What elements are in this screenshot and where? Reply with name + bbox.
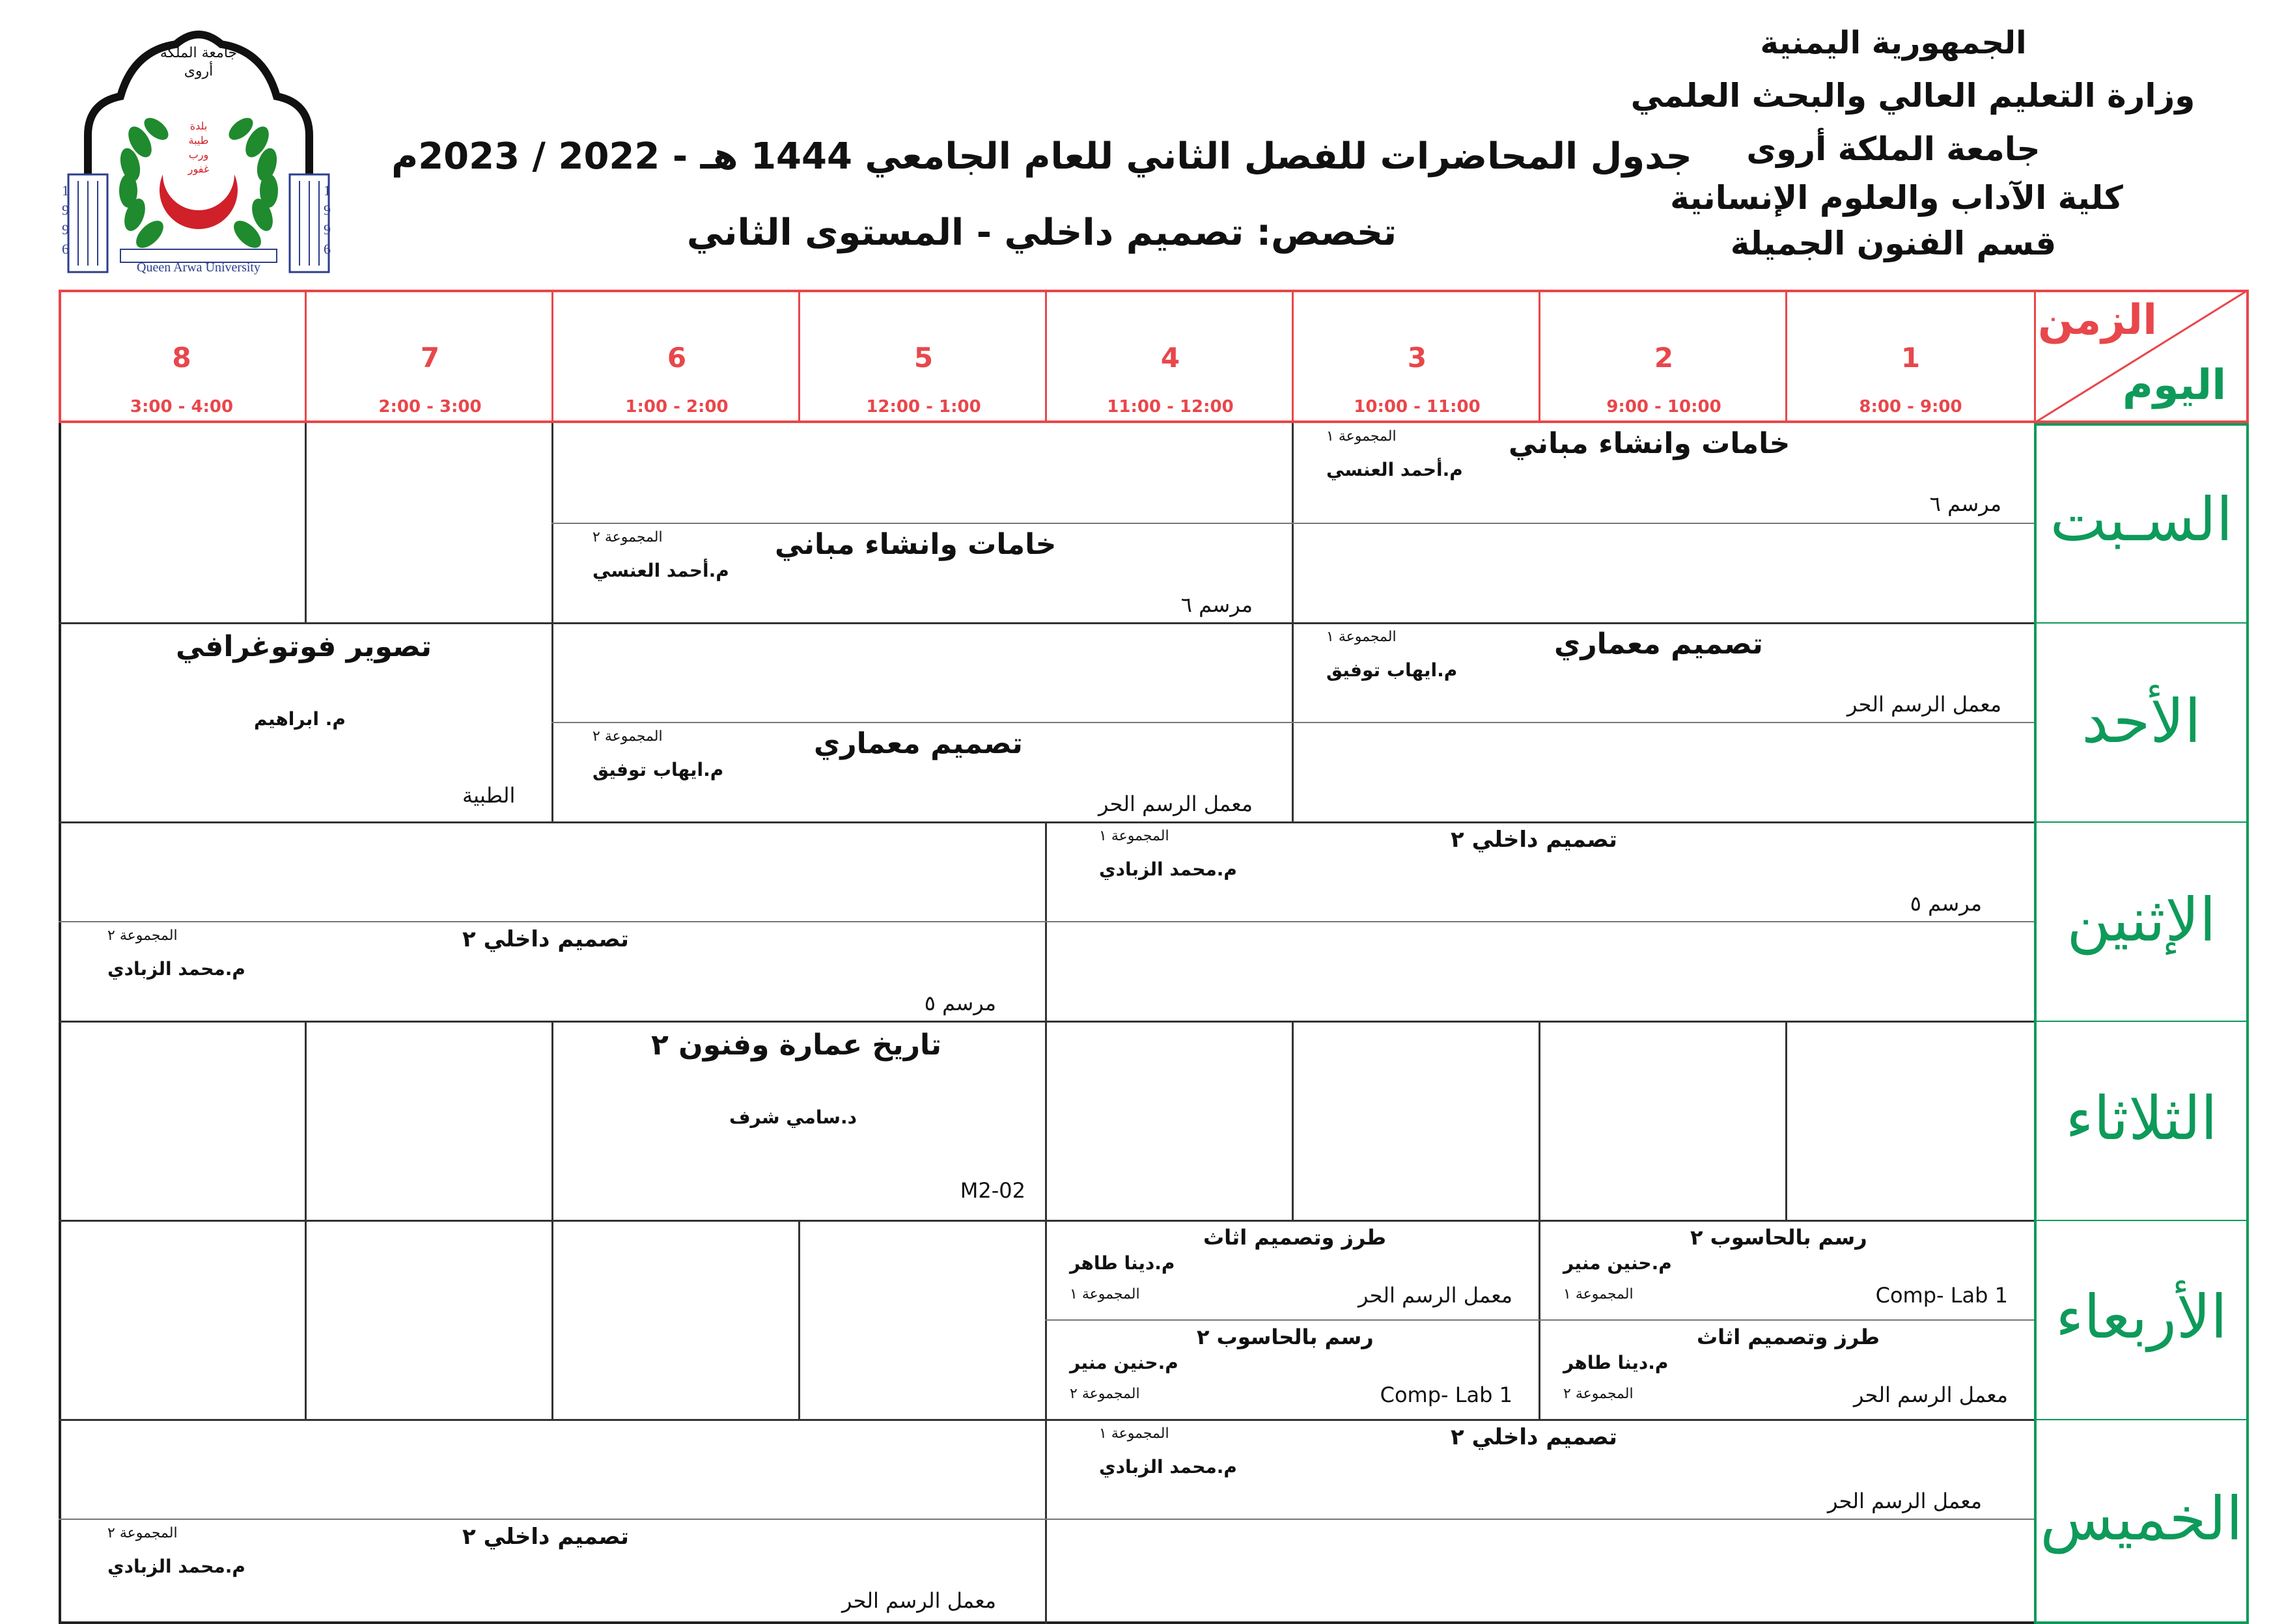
- period-number: 7: [420, 342, 440, 374]
- instructor-name: م.دينا طاهر: [1070, 1252, 1175, 1274]
- class-block: [59, 624, 551, 821]
- course-name: تاريخ عمارة وفنون ٢: [651, 1028, 942, 1062]
- instructor-name: م.أحمد العنسي: [1326, 459, 1463, 480]
- period-time: 8:00 - 9:00: [1859, 397, 1962, 417]
- period-number: 3: [1407, 342, 1427, 374]
- room-label: مرسم ٦: [1180, 592, 1253, 617]
- room-label: مرسم ٦: [1929, 491, 2001, 516]
- instructor-name: م.حنين منير: [1563, 1252, 1672, 1274]
- room-label: M2-02: [960, 1178, 1025, 1203]
- class-block: [1047, 1420, 2034, 1519]
- period-time: 2:00 - 3:00: [378, 397, 482, 417]
- instructor-name: م.محمد الزبادي: [1099, 1456, 1237, 1478]
- course-name: رسم بالحاسوب ٢: [1690, 1225, 1867, 1250]
- group-label: المجموعة ٢: [107, 928, 178, 944]
- day-wednesday: الأربعاء: [2055, 1282, 2227, 1352]
- room-label: معمل الرسم الحر: [1846, 692, 2001, 717]
- course-name: تصميم داخلي ٢: [462, 926, 629, 952]
- logo-english-name: Queen Arwa University: [137, 260, 260, 275]
- class-block: [1047, 1321, 1539, 1419]
- class-block: [1294, 423, 2034, 523]
- logo-arabic-name: جامعة الملكة أروى: [160, 45, 238, 79]
- course-name: طرز وتصميم اثاث: [1203, 1225, 1386, 1250]
- day-column-border: [2034, 423, 2249, 1624]
- class-block: [1540, 1321, 2034, 1419]
- period-2-header: [1540, 290, 1787, 423]
- logo-year-left: 1996: [62, 182, 69, 257]
- period-time: 12:00 - 1:00: [866, 397, 981, 417]
- period-number: 5: [913, 342, 934, 374]
- period-time: 11:00 - 12:00: [1107, 397, 1234, 417]
- class-block: [553, 723, 1292, 821]
- corner-time-label: الزمن: [2038, 296, 2157, 344]
- university-name: جامعة الملكة أروى: [1746, 130, 2040, 168]
- instructor-name: م.أحمد العنسي: [592, 560, 729, 581]
- day-thursday: الخميس: [2040, 1484, 2243, 1554]
- period-time: 1:00 - 2:00: [625, 397, 729, 417]
- room-label: Comp- Lab 1: [1875, 1283, 2008, 1308]
- period-time: 10:00 - 11:00: [1354, 397, 1481, 417]
- group-label: المجموعة ١: [1099, 828, 1169, 844]
- class-block: [59, 1520, 1045, 1623]
- period-number: 1: [1901, 342, 1921, 374]
- class-block: [553, 1022, 1045, 1220]
- course-name: خامات وانشاء مباني: [775, 528, 1057, 561]
- course-name: تصميم داخلي ٢: [1451, 1424, 1617, 1450]
- schedule-subtitle: تخصص: تصميم داخلي - المستوى الثاني: [686, 212, 1397, 254]
- class-block: [1047, 1221, 1539, 1319]
- day-monday: الإثنين: [2067, 885, 2216, 955]
- day-saturday: السـبت: [2050, 485, 2233, 555]
- class-block: [1047, 823, 2034, 921]
- period-number: 8: [172, 342, 191, 374]
- period-4-header: [1047, 290, 1294, 423]
- period-5-header: [800, 290, 1047, 423]
- schedule-title: جدول المحاضرات للفصل الثاني للعام الجامعي 1444 هـ - 2022 / 2023م: [391, 135, 1692, 178]
- instructor-name: م. ابراهيم: [254, 708, 346, 730]
- room-label: معمل الرسم الحر: [1827, 1489, 1982, 1513]
- course-name: رسم بالحاسوب ٢: [1197, 1325, 1374, 1349]
- room-label: الطبية: [462, 783, 516, 808]
- room-label: معمل الرسم الحر: [1098, 791, 1253, 816]
- course-name: تصميم معماري: [1554, 627, 1763, 661]
- room-label: معمل الرسم الحر: [1853, 1383, 2008, 1407]
- room-label: مرسم ٥: [1910, 891, 1982, 916]
- course-name: خامات وانشاء مباني: [1509, 427, 1790, 460]
- period-8-header: [59, 290, 305, 423]
- college-name: كلية الآداب والعلوم الإنسانية: [1670, 179, 2123, 217]
- instructor-name: م.حنين منير: [1070, 1352, 1178, 1373]
- room-label: معمل الرسم الحر: [841, 1588, 996, 1613]
- class-block: [553, 524, 1292, 622]
- course-name: تصميم داخلي ٢: [462, 1524, 629, 1550]
- country-name: الجمهورية اليمنية: [1760, 25, 2027, 61]
- period-6-header: [553, 290, 800, 423]
- course-name: تصميم داخلي ٢: [1451, 827, 1617, 853]
- room-label: Comp- Lab 1: [1380, 1383, 1512, 1407]
- ministry-name: وزارة التعليم العالي والبحث العلمي: [1630, 77, 2195, 115]
- course-name: تصميم معماري: [814, 727, 1023, 760]
- group-label: المجموعة ١: [1563, 1286, 1634, 1302]
- period-1-header: [1787, 290, 2034, 423]
- room-label: مرسم ٥: [924, 991, 996, 1015]
- logo-year-right: 1996: [324, 182, 331, 257]
- period-time: 3:00 - 4:00: [130, 397, 234, 417]
- department-name: قسم الفنون الجميلة: [1730, 225, 2057, 262]
- course-name: تصوير فوتوغرافي: [176, 630, 432, 663]
- period-3-header: [1294, 290, 1540, 423]
- group-label: المجموعة ٢: [1563, 1386, 1634, 1402]
- class-block: [1294, 624, 2034, 722]
- day-tuesday: الثلاثاء: [2065, 1084, 2218, 1153]
- group-label: المجموعة ٢: [107, 1525, 178, 1541]
- group-label: المجموعة ١: [1326, 629, 1397, 645]
- instructor-name: د.سامي شرف: [729, 1107, 857, 1128]
- group-label: المجموعة ٢: [592, 529, 663, 545]
- period-time: 9:00 - 10:00: [1606, 397, 1721, 417]
- instructor-name: م.ايهاب توفيق: [592, 759, 724, 780]
- class-block: [59, 922, 1045, 1021]
- instructor-name: م.ايهاب توفيق: [1326, 659, 1458, 681]
- schedule-table: [59, 290, 2249, 1624]
- instructor-name: م.محمد الزبادي: [1099, 859, 1237, 880]
- group-label: المجموعة ٢: [1070, 1386, 1140, 1402]
- group-label: المجموعة ١: [1070, 1286, 1140, 1302]
- class-block: [1540, 1221, 2034, 1319]
- corner-day-label: اليوم: [2123, 361, 2227, 409]
- period-7-header: [307, 290, 553, 423]
- group-label: المجموعة ١: [1099, 1425, 1169, 1442]
- instructor-name: م.دينا طاهر: [1563, 1352, 1669, 1373]
- university-logo: [62, 25, 335, 279]
- course-name: طرز وتصميم اثاث: [1697, 1325, 1880, 1349]
- instructor-name: م.محمد الزبادي: [107, 1556, 245, 1577]
- room-label: معمل الرسم الحر: [1358, 1283, 1512, 1308]
- period-number: 6: [667, 342, 687, 374]
- logo-motto: بلدة طيبة ورب غفور: [188, 120, 210, 175]
- day-sunday: الأحد: [2082, 687, 2201, 756]
- period-number: 2: [1654, 342, 1674, 374]
- period-number: 4: [1160, 342, 1180, 374]
- group-label: المجموعة ١: [1326, 428, 1397, 445]
- group-label: المجموعة ٢: [592, 728, 663, 745]
- instructor-name: م.محمد الزبادي: [107, 958, 245, 980]
